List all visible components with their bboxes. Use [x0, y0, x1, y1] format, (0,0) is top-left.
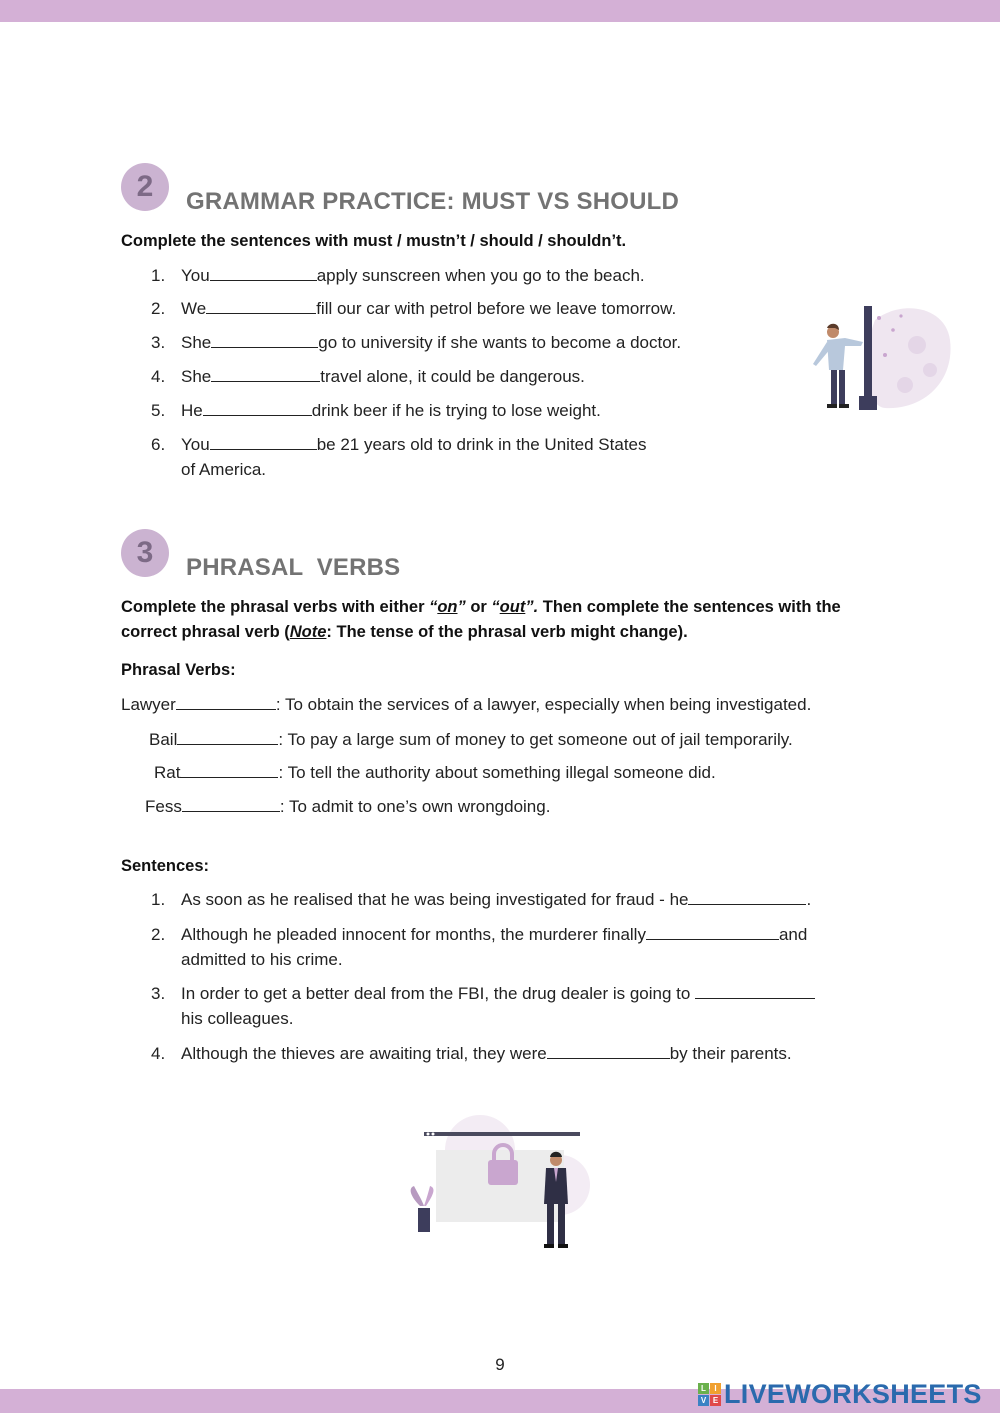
phrasal-verb-row: Fess : To admit to one’s own wrongdoing.	[145, 797, 551, 816]
verb-blank[interactable]	[180, 763, 278, 778]
answer-blank[interactable]	[203, 401, 312, 416]
lock-screen-illustration	[400, 1110, 600, 1255]
answer-blank[interactable]	[206, 299, 316, 314]
sentences-label: Sentences:	[121, 857, 210, 875]
phrasal-verbs-label: Phrasal Verbs:	[121, 661, 236, 679]
verb-blank[interactable]	[182, 797, 280, 812]
section-2-instruction: Complete the sentences with must / mustn’t / should / shouldn’t.	[121, 232, 627, 250]
phrasal-verb-row: Rat : To tell the authority about something illegal someone did.	[154, 763, 716, 782]
verb-blank[interactable]	[176, 695, 276, 710]
section-3-badge: 3	[121, 529, 169, 577]
answer-blank[interactable]	[211, 333, 318, 348]
phrasal-verb-row: Bail : To pay a large sum of money to get someone out of jail temporarily.	[149, 730, 793, 749]
sentence-blank[interactable]	[688, 890, 806, 905]
sentence-blank[interactable]	[695, 984, 815, 999]
liveworksheets-logo: L I V E LIVEWORKSHEETS	[698, 1379, 982, 1409]
verb-blank[interactable]	[177, 730, 278, 745]
top-band	[0, 0, 1000, 22]
sentence-blank[interactable]	[646, 925, 779, 940]
man-lamppost-illustration	[805, 300, 955, 415]
section-3-title: PHRASAL VERBS	[186, 554, 401, 581]
answer-blank[interactable]	[211, 367, 320, 382]
answer-blank[interactable]	[210, 266, 317, 281]
sentence-blank[interactable]	[547, 1044, 670, 1059]
section-2-badge: 2	[121, 163, 169, 211]
logo-grid-icon: L I V E	[698, 1383, 721, 1406]
page-number: 9	[495, 1355, 505, 1374]
section-3-instruction: Complete the phrasal verbs with either “on” or “out”. Then complete the sentences with the correct phrasal verb (Note: The tense of the phrasal verb might change).	[121, 598, 841, 641]
section-2-title: GRAMMAR PRACTICE: MUST VS SHOULD	[186, 188, 680, 215]
answer-blank[interactable]	[210, 435, 317, 450]
phrasal-verb-row: Lawyer : To obtain the services of a lawyer, especially when being investigated.	[121, 695, 812, 714]
